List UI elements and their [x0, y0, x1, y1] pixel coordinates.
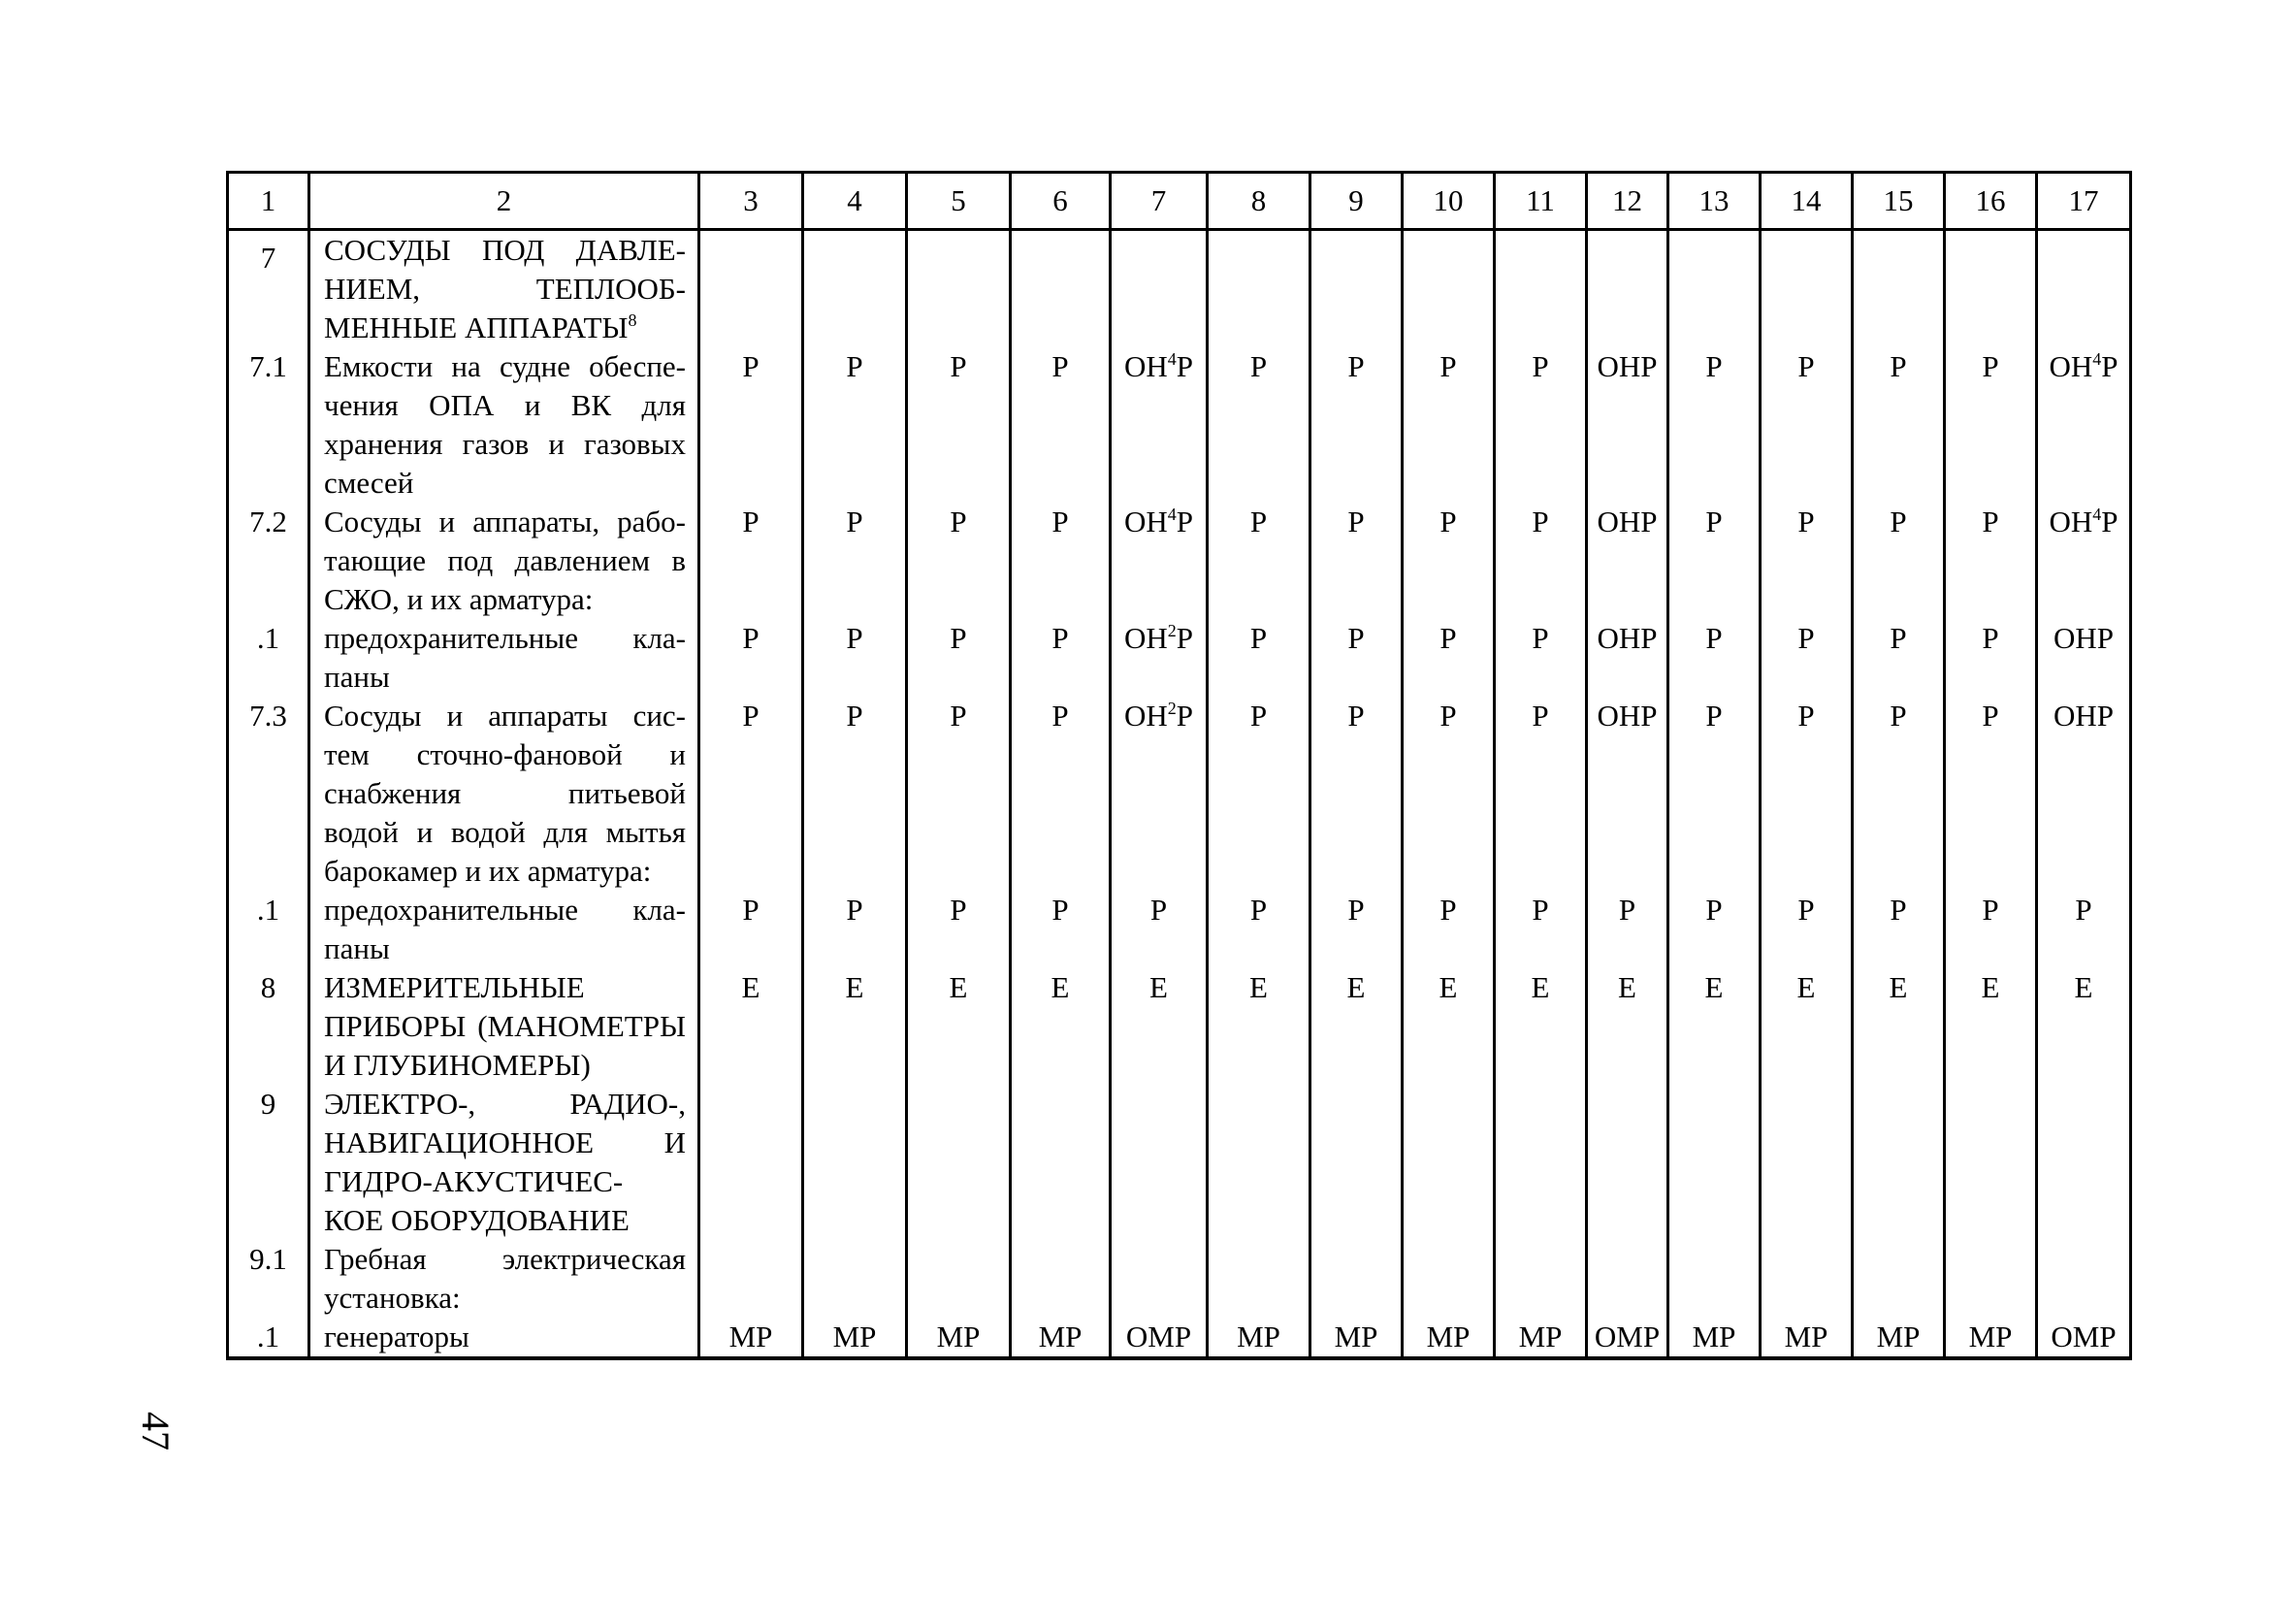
description-line — [324, 464, 686, 503]
value-cell — [1111, 503, 1208, 619]
value-cell: МР — [1945, 1318, 2037, 1358]
value-cell — [1853, 230, 1945, 348]
value-cell: Р — [2037, 891, 2131, 968]
description-line — [324, 619, 686, 658]
value-cell: Р — [1761, 619, 1853, 697]
value-cell: Р — [1011, 891, 1111, 968]
value-cell — [1668, 1085, 1761, 1240]
description-line — [324, 658, 686, 697]
value-prefix: ОН — [1123, 621, 1168, 655]
value-cell — [1403, 1085, 1495, 1240]
description-text: МЕННЫЕ АППАРАТЫ — [324, 310, 629, 344]
value-cell: Р — [1761, 697, 1853, 891]
value-cell — [1111, 697, 1208, 891]
description-line — [324, 541, 686, 580]
value-cell — [803, 1240, 907, 1318]
row-number: 7 — [228, 230, 309, 348]
value-cell: Р — [1668, 697, 1761, 891]
row-description — [309, 230, 699, 348]
value-cell — [1208, 1240, 1310, 1318]
value-cell: Е — [2037, 968, 2131, 1085]
value-cell: ОНР — [2037, 619, 2131, 697]
row-number: 8 — [228, 968, 309, 1085]
value-cell: Р — [1495, 891, 1587, 968]
value-cell: МР — [803, 1318, 907, 1358]
description-text: снабжения питьевой — [324, 776, 686, 810]
value-cell: Р — [1945, 503, 2037, 619]
value-cell: Р — [1208, 347, 1310, 503]
description-line — [324, 735, 686, 774]
value-cell: ОНР — [1587, 697, 1668, 891]
value-cell: Р — [1403, 347, 1495, 503]
table-row — [228, 347, 2131, 503]
column-header: 6 — [1011, 173, 1111, 230]
value-cell: Р — [1011, 697, 1111, 891]
description-line — [324, 1279, 686, 1318]
value-suffix: Р — [1176, 699, 1194, 733]
value-cell: Р — [1011, 619, 1111, 697]
value-cell — [1945, 1085, 2037, 1240]
value-cell: Р — [699, 891, 803, 968]
value-cell: Р — [907, 347, 1011, 503]
description-text: НИЕМ, ТЕПЛООБ- — [324, 272, 686, 306]
row-description — [309, 1318, 699, 1358]
description-line — [324, 929, 686, 968]
value-cell: МР — [1011, 1318, 1111, 1358]
value-cell: Р — [699, 697, 803, 891]
value-cell: Р — [1310, 891, 1403, 968]
value-suffix: Р — [1176, 349, 1194, 383]
description-line — [324, 891, 686, 929]
value-cell: Р — [1208, 697, 1310, 891]
description-line — [324, 1201, 686, 1240]
value-cell: Р — [1310, 619, 1403, 697]
description-line — [324, 1162, 686, 1201]
value-cell — [1011, 1240, 1111, 1318]
value-cell: Р — [1853, 697, 1945, 891]
row-number: 7.3 — [228, 697, 309, 891]
column-header: 7 — [1111, 173, 1208, 230]
table-row — [228, 968, 2131, 1085]
value-cell — [1310, 1240, 1403, 1318]
value-cell: Е — [1495, 968, 1587, 1085]
description-text: ЭЛЕКТРО-, РАДИО-, — [324, 1087, 686, 1121]
description-text: Емкости на судне обеспе- — [324, 349, 686, 383]
value-cell: МР — [1668, 1318, 1761, 1358]
value-cell: Е — [1111, 968, 1208, 1085]
description-text: СОСУДЫ ПОД ДАВЛЕ- — [324, 233, 686, 267]
value-cell — [1111, 1240, 1208, 1318]
value-cell — [1208, 1085, 1310, 1240]
description-text: ГИДРО-АКУСТИЧЕС- — [324, 1164, 624, 1198]
value-cell — [1761, 1240, 1853, 1318]
value-cell — [1495, 1085, 1587, 1240]
value-cell — [1853, 1085, 1945, 1240]
value-cell: Р — [1011, 347, 1111, 503]
value-cell — [1668, 1240, 1761, 1318]
value-cell: ОМР — [2037, 1318, 2131, 1358]
description-text: водой и водой для мытья — [324, 815, 686, 849]
description-line — [324, 580, 686, 619]
value-cell: Р — [1668, 619, 1761, 697]
value-cell: МР — [1495, 1318, 1587, 1358]
value-cell: Р — [803, 891, 907, 968]
value-cell — [2037, 230, 2131, 348]
equipment-table — [226, 171, 2132, 1360]
value-superscript: 4 — [1167, 349, 1177, 369]
value-cell: Р — [1945, 891, 2037, 968]
value-cell: Р — [1761, 503, 1853, 619]
value-prefix: ОН — [2049, 505, 2093, 538]
value-cell: Р — [1403, 503, 1495, 619]
value-prefix: ОН — [1123, 349, 1168, 383]
value-cell: Р — [1945, 697, 2037, 891]
value-cell: ОНР — [1587, 503, 1668, 619]
value-cell — [1111, 347, 1208, 503]
column-header: 10 — [1403, 173, 1495, 230]
column-header: 16 — [1945, 173, 2037, 230]
value-cell — [1587, 1085, 1668, 1240]
value-prefix: ОН — [1123, 699, 1168, 733]
value-cell: Р — [1853, 347, 1945, 503]
description-text: НАВИГАЦИОННОЕ И — [324, 1125, 686, 1159]
row-number: .1 — [228, 1318, 309, 1358]
table-row — [228, 230, 2131, 348]
row-description — [309, 619, 699, 697]
column-header: 11 — [1495, 173, 1587, 230]
description-line — [324, 1318, 686, 1356]
value-cell: Р — [1761, 891, 1853, 968]
value-cell: Р — [1310, 697, 1403, 891]
value-cell: Р — [1495, 619, 1587, 697]
value-cell — [1310, 230, 1403, 348]
column-header: 1 — [228, 173, 309, 230]
value-cell: Е — [1668, 968, 1761, 1085]
row-number: 7.2 — [228, 503, 309, 619]
value-cell — [803, 1085, 907, 1240]
value-cell: Р — [1853, 503, 1945, 619]
description-line — [324, 270, 686, 309]
value-cell: ОНР — [2037, 697, 2131, 891]
row-description — [309, 968, 699, 1085]
value-cell — [1668, 230, 1761, 348]
value-cell — [1761, 1085, 1853, 1240]
value-cell: Р — [1853, 891, 1945, 968]
description-text: генераторы — [324, 1320, 469, 1353]
value-cell — [2037, 1240, 2131, 1318]
value-cell: МР — [699, 1318, 803, 1358]
value-cell: Е — [1403, 968, 1495, 1085]
value-cell: Е — [1761, 968, 1853, 1085]
value-superscript: 2 — [1167, 621, 1177, 640]
value-cell: Р — [803, 503, 907, 619]
value-prefix: ОН — [2049, 349, 2093, 383]
value-cell: Р — [907, 697, 1011, 891]
value-cell — [1208, 230, 1310, 348]
value-cell — [1945, 1240, 2037, 1318]
value-superscript: 2 — [1167, 699, 1177, 718]
table-header-row — [228, 173, 2131, 230]
row-number: 7.1 — [228, 347, 309, 503]
description-line — [324, 1007, 686, 1046]
value-cell: Р — [803, 619, 907, 697]
row-description — [309, 697, 699, 891]
value-prefix: ОН — [1123, 505, 1168, 538]
description-line — [324, 386, 686, 425]
value-cell: Р — [1853, 619, 1945, 697]
column-header: 14 — [1761, 173, 1853, 230]
value-cell: Р — [1208, 891, 1310, 968]
value-cell: Р — [1587, 891, 1668, 968]
value-cell: Е — [699, 968, 803, 1085]
description-text: тающие под давлением в — [324, 543, 686, 577]
value-cell — [1403, 230, 1495, 348]
value-superscript: 4 — [2092, 505, 2102, 524]
description-line — [324, 697, 686, 735]
description-text: Сосуды и аппараты, рабо- — [324, 505, 686, 538]
value-cell — [1011, 1085, 1111, 1240]
table-row — [228, 503, 2131, 619]
description-text: Сосуды и аппараты сис- — [324, 699, 686, 733]
value-superscript: 4 — [2092, 349, 2102, 369]
value-cell: МР — [1761, 1318, 1853, 1358]
value-cell: Е — [907, 968, 1011, 1085]
value-cell — [1853, 1240, 1945, 1318]
value-cell: Е — [1853, 968, 1945, 1085]
description-line — [324, 425, 686, 464]
description-text: установка: — [324, 1281, 461, 1315]
description-line — [324, 347, 686, 386]
table-row — [228, 1318, 2131, 1358]
value-cell: Р — [1208, 619, 1310, 697]
value-cell — [907, 1085, 1011, 1240]
table-row — [228, 619, 2131, 697]
value-cell: Р — [1310, 503, 1403, 619]
row-description — [309, 503, 699, 619]
value-cell: Р — [699, 619, 803, 697]
value-cell: МР — [1853, 1318, 1945, 1358]
value-suffix: Р — [2101, 505, 2118, 538]
value-cell — [1587, 230, 1668, 348]
value-cell: Р — [1668, 503, 1761, 619]
description-text: И ГЛУБИНОМЕРЫ) — [324, 1048, 591, 1082]
value-cell — [2037, 347, 2131, 503]
description-text: СЖО, и их арматура: — [324, 582, 594, 616]
description-text: ПРИБОРЫ (МАНОМЕТРЫ — [324, 1009, 686, 1043]
value-cell — [803, 230, 907, 348]
column-header: 15 — [1853, 173, 1945, 230]
value-cell: Р — [1403, 891, 1495, 968]
description-text: КОЕ ОБОРУДОВАНИЕ — [324, 1203, 630, 1237]
description-text: тем сточно-фановой и — [324, 737, 686, 771]
description-line — [324, 968, 686, 1007]
value-cell: ОНР — [1587, 619, 1668, 697]
value-cell: Р — [1495, 697, 1587, 891]
row-number: 9 — [228, 1085, 309, 1240]
value-cell: Р — [1945, 347, 2037, 503]
value-cell: Р — [803, 697, 907, 891]
description-line — [324, 1240, 686, 1279]
table-row — [228, 891, 2131, 968]
value-cell — [1403, 1240, 1495, 1318]
page-number: 47 — [134, 1412, 178, 1450]
value-cell — [699, 1085, 803, 1240]
column-header: 4 — [803, 173, 907, 230]
value-cell — [907, 1240, 1011, 1318]
value-cell — [2037, 503, 2131, 619]
value-suffix: Р — [1176, 505, 1194, 538]
value-cell: Р — [1111, 891, 1208, 968]
description-line — [324, 231, 686, 270]
description-line — [324, 309, 686, 347]
description-line — [324, 813, 686, 852]
value-cell: Р — [907, 891, 1011, 968]
value-cell: Р — [699, 347, 803, 503]
description-text: предохранительные кла- — [324, 893, 686, 927]
row-description — [309, 1085, 699, 1240]
value-cell — [907, 230, 1011, 348]
value-cell: Е — [1587, 968, 1668, 1085]
description-line — [324, 1046, 686, 1085]
description-text: паны — [324, 660, 390, 694]
value-cell — [1111, 619, 1208, 697]
description-line — [324, 852, 686, 891]
description-text: хранения газов и газовых — [324, 427, 686, 461]
description-text: паны — [324, 931, 390, 965]
column-header: 3 — [699, 173, 803, 230]
description-text: ИЗМЕРИТЕЛЬНЫЕ — [324, 970, 585, 1004]
value-cell — [1310, 1085, 1403, 1240]
value-cell: МР — [907, 1318, 1011, 1358]
table-row — [228, 1085, 2131, 1240]
value-cell: Р — [1668, 347, 1761, 503]
value-cell: Р — [1495, 503, 1587, 619]
value-cell: Е — [1011, 968, 1111, 1085]
description-text: барокамер и их арматура: — [324, 854, 652, 888]
table-row — [228, 697, 2131, 891]
value-cell: Р — [1403, 619, 1495, 697]
value-cell: Р — [1761, 347, 1853, 503]
value-cell: Е — [1945, 968, 2037, 1085]
table-row — [228, 1240, 2131, 1318]
description-text: чения ОПА и ВК для — [324, 388, 686, 422]
value-suffix: Р — [1176, 621, 1194, 655]
value-cell — [1495, 1240, 1587, 1318]
column-header: 5 — [907, 173, 1011, 230]
value-cell — [1587, 1240, 1668, 1318]
table-body — [228, 230, 2131, 1359]
value-cell: Р — [1495, 347, 1587, 503]
value-cell: ОНР — [1587, 347, 1668, 503]
value-cell: Р — [699, 503, 803, 619]
value-cell — [699, 230, 803, 348]
column-header: 17 — [2037, 173, 2131, 230]
value-cell — [2037, 1085, 2131, 1240]
value-cell — [1011, 230, 1111, 348]
value-cell — [1945, 230, 2037, 348]
value-cell: Р — [1668, 891, 1761, 968]
value-cell: Е — [1310, 968, 1403, 1085]
row-number: 9.1 — [228, 1240, 309, 1318]
value-cell — [1761, 230, 1853, 348]
column-header: 8 — [1208, 173, 1310, 230]
column-header: 12 — [1587, 173, 1668, 230]
row-description — [309, 891, 699, 968]
row-number: .1 — [228, 619, 309, 697]
value-cell: Р — [803, 347, 907, 503]
description-text: предохранительные кла- — [324, 621, 686, 655]
value-cell — [699, 1240, 803, 1318]
value-cell: МР — [1208, 1318, 1310, 1358]
value-cell: ОМР — [1587, 1318, 1668, 1358]
column-header: 2 — [309, 173, 699, 230]
value-cell — [1111, 230, 1208, 348]
value-cell: МР — [1403, 1318, 1495, 1358]
description-text: Гребная электрическая — [324, 1242, 686, 1276]
description-line — [324, 1085, 686, 1124]
value-cell: Е — [803, 968, 907, 1085]
value-cell: Р — [1403, 697, 1495, 891]
value-cell: Р — [907, 619, 1011, 697]
description-line — [324, 1124, 686, 1162]
row-description — [309, 1240, 699, 1318]
row-description — [309, 347, 699, 503]
value-cell: Р — [1945, 619, 2037, 697]
value-cell — [1111, 1085, 1208, 1240]
value-cell: Р — [1011, 503, 1111, 619]
row-number: .1 — [228, 891, 309, 968]
footnote-mark: 8 — [628, 310, 637, 330]
description-text: смесей — [324, 466, 414, 500]
value-superscript: 4 — [1167, 505, 1177, 524]
value-cell: Е — [1208, 968, 1310, 1085]
value-cell: Р — [1208, 503, 1310, 619]
value-cell — [1495, 230, 1587, 348]
description-line — [324, 503, 686, 541]
description-line — [324, 774, 686, 813]
value-cell: ОМР — [1111, 1318, 1208, 1358]
column-header: 9 — [1310, 173, 1403, 230]
column-header: 13 — [1668, 173, 1761, 230]
value-cell: МР — [1310, 1318, 1403, 1358]
value-suffix: Р — [2101, 349, 2118, 383]
value-cell: Р — [1310, 347, 1403, 503]
value-cell: Р — [907, 503, 1011, 619]
